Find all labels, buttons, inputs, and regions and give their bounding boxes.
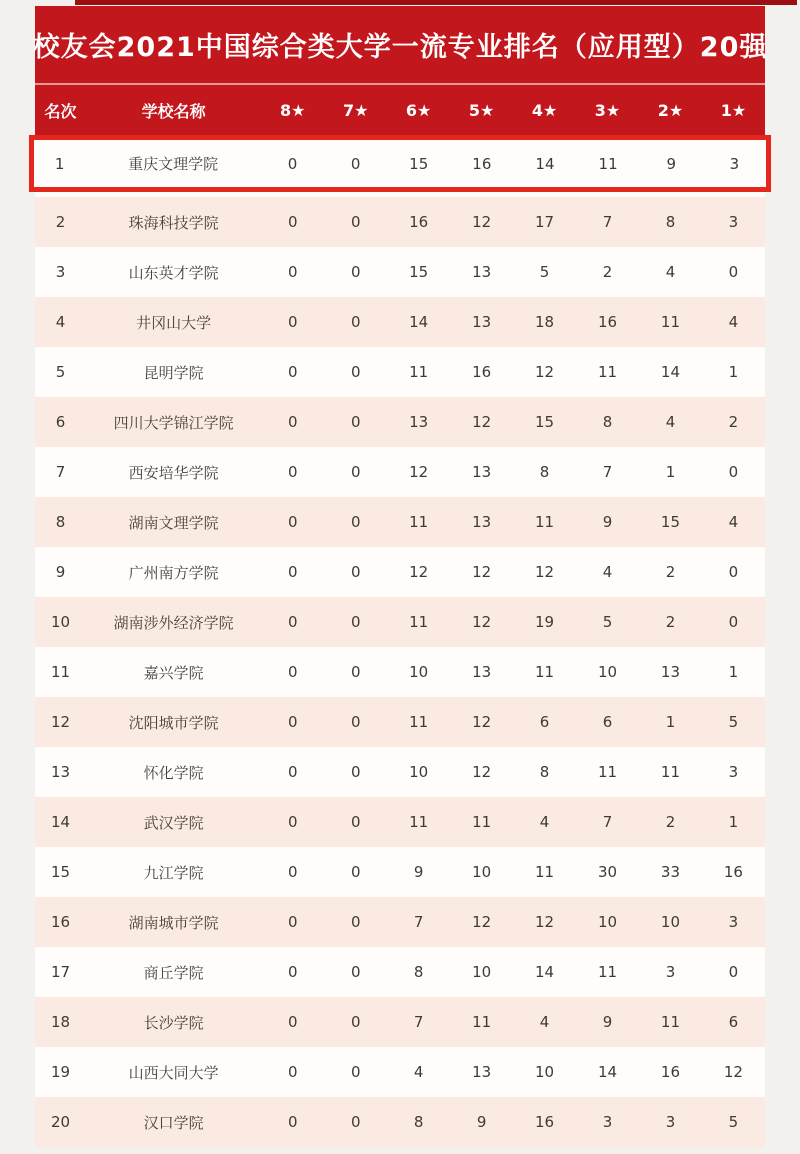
star-count-cell: 11 bbox=[597, 963, 618, 981]
star-count-cell: 16 bbox=[597, 313, 618, 331]
star-count-cell: 0 bbox=[287, 363, 298, 381]
school-name-cell: 九江学院 bbox=[143, 863, 204, 882]
star-count-cell: 7 bbox=[602, 813, 613, 831]
star-count-cell: 0 bbox=[350, 713, 361, 731]
page-title: 校友会2021中国综合类大学一流专业排名（应用型）20强 bbox=[32, 32, 768, 63]
school-name-cell: 珠海科技学院 bbox=[128, 213, 219, 232]
star-count-cell: 0 bbox=[350, 463, 361, 481]
star-count-cell: 0 bbox=[287, 313, 298, 331]
table-row bbox=[35, 697, 765, 747]
star-count-cell: 0 bbox=[350, 154, 361, 173]
star-count-cell: 7 bbox=[413, 1013, 424, 1031]
star-count-cell: 11 bbox=[535, 513, 555, 531]
table-row bbox=[35, 447, 765, 497]
star-count-cell: 0 bbox=[350, 963, 361, 981]
star-count-cell: 0 bbox=[728, 963, 739, 981]
star-count-cell: 2 bbox=[728, 413, 739, 431]
table-row bbox=[35, 897, 765, 947]
star-count-cell: 12 bbox=[535, 563, 555, 581]
star-count-cell: 0 bbox=[350, 1113, 361, 1131]
star-count-cell: 3 bbox=[602, 1113, 613, 1131]
star-count-cell: 11 bbox=[660, 1013, 681, 1031]
rank-cell: 17 bbox=[51, 963, 71, 981]
school-name-cell: 汉口学院 bbox=[143, 1113, 204, 1132]
star-count-cell: 2 bbox=[602, 263, 613, 281]
rank-cell: 15 bbox=[51, 863, 71, 881]
table-row bbox=[35, 197, 765, 247]
rank-cell: 8 bbox=[55, 513, 66, 531]
table-row bbox=[35, 797, 765, 847]
star-count-cell: 12 bbox=[723, 1063, 743, 1081]
school-name-cell: 武汉学院 bbox=[143, 813, 204, 832]
highlight-border bbox=[29, 135, 771, 192]
star-count-cell: 0 bbox=[287, 513, 298, 531]
star-count-cell: 8 bbox=[413, 1113, 424, 1131]
star-count-cell: 8 bbox=[602, 413, 613, 431]
star-count-cell: 10 bbox=[472, 963, 492, 981]
star-count-cell: 8 bbox=[665, 213, 676, 231]
title-bar bbox=[32, 6, 768, 85]
star-count-cell: 2 bbox=[665, 813, 676, 831]
star-count-cell: 19 bbox=[535, 613, 555, 631]
star-count-cell: 0 bbox=[350, 863, 361, 881]
star-count-cell: 14 bbox=[409, 313, 429, 331]
star-count-cell: 9 bbox=[666, 154, 676, 173]
star-count-cell: 3 bbox=[665, 963, 676, 981]
star-count-cell: 0 bbox=[287, 1113, 298, 1131]
star-count-cell: 0 bbox=[728, 463, 739, 481]
star-count-cell: 0 bbox=[728, 613, 739, 631]
table-row bbox=[35, 497, 765, 547]
star-count-cell: 10 bbox=[409, 663, 429, 681]
star-count-cell: 0 bbox=[287, 563, 298, 581]
rank-cell: 6 bbox=[55, 413, 66, 431]
star-count-cell: 13 bbox=[472, 313, 492, 331]
star-count-cell: 4 bbox=[413, 1063, 424, 1081]
star-count-cell: 0 bbox=[350, 363, 361, 381]
star-count-cell: 11 bbox=[598, 154, 618, 173]
star-count-cell: 12 bbox=[535, 363, 555, 381]
school-name-cell: 井冈山大学 bbox=[136, 313, 212, 332]
table-row bbox=[35, 297, 765, 347]
star-count-cell: 0 bbox=[287, 963, 298, 981]
star-count-cell: 16 bbox=[472, 154, 492, 173]
star-count-cell: 13 bbox=[472, 1063, 492, 1081]
star-count-cell: 2 bbox=[665, 563, 676, 581]
star-count-cell: 10 bbox=[535, 1063, 555, 1081]
rank-cell: 16 bbox=[51, 913, 71, 931]
star-count-cell: 0 bbox=[350, 613, 361, 631]
star-count-cell: 4 bbox=[539, 1013, 550, 1031]
star-count-cell: 1 bbox=[728, 363, 739, 381]
table-row bbox=[35, 347, 765, 397]
rank-cell: 2 bbox=[55, 213, 66, 231]
star-count-cell: 5 bbox=[728, 713, 739, 731]
table-row bbox=[35, 397, 765, 447]
star-count-cell: 10 bbox=[660, 913, 681, 931]
star-count-cell: 7 bbox=[602, 213, 613, 231]
rank-cell: 5 bbox=[55, 363, 66, 381]
star-count-cell: 0 bbox=[287, 1063, 298, 1081]
rank-cell: 12 bbox=[51, 713, 71, 731]
star-count-cell: 0 bbox=[287, 463, 298, 481]
star-count-cell: 17 bbox=[535, 213, 555, 231]
star-count-cell: 9 bbox=[413, 863, 424, 881]
column-header-star: 3★ bbox=[594, 100, 621, 120]
star-count-cell: 15 bbox=[535, 413, 555, 431]
column-header-star: 1★ bbox=[720, 100, 747, 120]
star-count-cell: 0 bbox=[350, 563, 361, 581]
star-count-cell: 0 bbox=[287, 213, 298, 231]
star-count-cell: 12 bbox=[472, 563, 492, 581]
table-row bbox=[35, 547, 765, 597]
star-count-cell: 0 bbox=[350, 763, 361, 781]
star-count-cell: 10 bbox=[472, 863, 492, 881]
star-count-cell: 13 bbox=[409, 413, 429, 431]
rank-cell: 18 bbox=[51, 1013, 71, 1031]
table-row bbox=[35, 1097, 765, 1147]
star-count-cell: 15 bbox=[409, 263, 429, 281]
star-count-cell: 11 bbox=[597, 363, 618, 381]
rank-cell: 14 bbox=[51, 813, 71, 831]
star-count-cell: 0 bbox=[350, 1063, 361, 1081]
star-count-cell: 0 bbox=[350, 413, 361, 431]
rank-cell: 13 bbox=[51, 763, 71, 781]
table-row bbox=[35, 597, 765, 647]
star-count-cell: 3 bbox=[728, 913, 739, 931]
rank-cell: 4 bbox=[55, 313, 66, 331]
table-row bbox=[35, 647, 765, 697]
star-count-cell: 0 bbox=[350, 513, 361, 531]
table-row bbox=[35, 747, 765, 797]
school-name-cell: 山西大同大学 bbox=[128, 1063, 219, 1082]
star-count-cell: 13 bbox=[472, 513, 492, 531]
ranking-card bbox=[32, 6, 768, 1147]
star-count-cell: 3 bbox=[665, 1113, 676, 1131]
column-header-star: 6★ bbox=[405, 100, 432, 120]
school-name-cell: 怀化学院 bbox=[143, 763, 204, 782]
star-count-cell: 14 bbox=[535, 154, 555, 173]
star-count-cell: 11 bbox=[660, 313, 681, 331]
star-count-cell: 13 bbox=[472, 663, 492, 681]
star-count-cell: 16 bbox=[660, 1063, 681, 1081]
column-header: 学校名称 bbox=[141, 101, 206, 121]
column-header-star: 5★ bbox=[468, 100, 495, 120]
star-count-cell: 3 bbox=[729, 154, 740, 173]
star-count-cell: 0 bbox=[350, 1013, 361, 1031]
star-count-cell: 9 bbox=[602, 513, 613, 531]
star-count-cell: 9 bbox=[476, 1113, 487, 1131]
star-count-cell: 6 bbox=[602, 713, 613, 731]
star-count-cell: 0 bbox=[350, 913, 361, 931]
column-header-star: 7★ bbox=[342, 100, 369, 120]
star-count-cell: 12 bbox=[409, 563, 429, 581]
rank-cell: 20 bbox=[51, 1113, 71, 1131]
star-count-cell: 7 bbox=[413, 913, 424, 931]
column-header-star: 8★ bbox=[280, 100, 306, 120]
star-count-cell: 0 bbox=[350, 313, 361, 331]
star-count-cell: 33 bbox=[660, 863, 681, 881]
star-count-cell: 14 bbox=[660, 363, 681, 381]
column-header: 名次 bbox=[44, 101, 77, 121]
star-count-cell: 4 bbox=[665, 263, 676, 281]
star-count-cell: 4 bbox=[539, 813, 550, 831]
table-row bbox=[35, 847, 765, 897]
rank-cell: 3 bbox=[55, 263, 66, 281]
star-count-cell: 6 bbox=[728, 1013, 739, 1031]
rank-cell: 7 bbox=[55, 463, 66, 481]
star-count-cell: 0 bbox=[287, 263, 298, 281]
rank-cell: 1 bbox=[54, 154, 65, 173]
star-count-cell: 0 bbox=[350, 263, 361, 281]
star-count-cell: 1 bbox=[728, 813, 739, 831]
school-name-cell: 广州南方学院 bbox=[128, 563, 219, 582]
star-count-cell: 11 bbox=[535, 663, 555, 681]
star-count-cell: 16 bbox=[409, 213, 429, 231]
star-count-cell: 4 bbox=[602, 563, 613, 581]
school-name-cell: 湖南城市学院 bbox=[128, 913, 219, 932]
star-count-cell: 11 bbox=[409, 713, 429, 731]
star-count-cell: 12 bbox=[472, 763, 492, 781]
table-body bbox=[35, 135, 765, 1147]
star-count-cell: 0 bbox=[350, 213, 361, 231]
star-count-cell: 11 bbox=[409, 513, 429, 531]
school-name-cell: 嘉兴学院 bbox=[143, 663, 204, 682]
star-count-cell: 12 bbox=[472, 213, 492, 231]
star-count-cell: 8 bbox=[539, 463, 550, 481]
star-count-cell: 1 bbox=[728, 663, 739, 681]
school-name-cell: 西安培华学院 bbox=[128, 463, 219, 482]
star-count-cell: 14 bbox=[597, 1063, 618, 1081]
star-count-cell: 3 bbox=[728, 213, 739, 231]
school-name-cell: 湖南文理学院 bbox=[128, 513, 219, 532]
header-row bbox=[35, 85, 765, 135]
star-count-cell: 0 bbox=[287, 613, 298, 631]
star-count-cell: 11 bbox=[597, 763, 618, 781]
star-count-cell: 6 bbox=[539, 713, 550, 731]
star-count-cell: 0 bbox=[728, 563, 739, 581]
school-name-cell: 湖南涉外经济学院 bbox=[113, 613, 234, 632]
star-count-cell: 5 bbox=[728, 1113, 739, 1131]
star-count-cell: 0 bbox=[350, 813, 361, 831]
star-count-cell: 0 bbox=[287, 154, 298, 173]
star-count-cell: 30 bbox=[597, 863, 618, 881]
column-header-star: 2★ bbox=[657, 100, 684, 120]
table-row bbox=[35, 947, 765, 997]
table-row bbox=[34, 140, 766, 187]
star-count-cell: 11 bbox=[409, 363, 429, 381]
table-row bbox=[35, 997, 765, 1047]
star-count-cell: 8 bbox=[539, 763, 550, 781]
star-count-cell: 13 bbox=[472, 463, 492, 481]
star-count-cell: 5 bbox=[539, 263, 550, 281]
rank-cell: 9 bbox=[55, 563, 66, 581]
star-count-cell: 13 bbox=[472, 263, 492, 281]
star-count-cell: 12 bbox=[409, 463, 429, 481]
table-header-card bbox=[32, 6, 768, 135]
column-header-star: 4★ bbox=[531, 100, 558, 120]
star-count-cell: 11 bbox=[472, 1013, 492, 1031]
star-count-cell: 0 bbox=[287, 663, 298, 681]
star-count-cell: 0 bbox=[287, 913, 298, 931]
star-count-cell: 12 bbox=[472, 413, 492, 431]
star-count-cell: 0 bbox=[287, 713, 298, 731]
star-count-cell: 1 bbox=[665, 713, 676, 731]
star-count-cell: 14 bbox=[535, 963, 555, 981]
star-count-cell: 11 bbox=[660, 763, 681, 781]
star-count-cell: 4 bbox=[665, 413, 676, 431]
star-count-cell: 7 bbox=[602, 463, 613, 481]
star-count-cell: 16 bbox=[535, 1113, 555, 1131]
star-count-cell: 4 bbox=[728, 513, 739, 531]
school-name-cell: 昆明学院 bbox=[143, 363, 204, 382]
star-count-cell: 12 bbox=[472, 713, 492, 731]
table-row bbox=[35, 247, 765, 297]
star-count-cell: 15 bbox=[660, 513, 681, 531]
star-count-cell: 0 bbox=[287, 763, 298, 781]
star-count-cell: 3 bbox=[728, 763, 739, 781]
table-row bbox=[35, 1047, 765, 1097]
star-count-cell: 16 bbox=[723, 863, 743, 881]
star-count-cell: 8 bbox=[413, 963, 424, 981]
rank-cell: 11 bbox=[51, 663, 71, 681]
school-name-cell: 山东英才学院 bbox=[128, 263, 219, 282]
school-name-cell: 四川大学锦江学院 bbox=[113, 413, 234, 432]
star-count-cell: 0 bbox=[287, 863, 298, 881]
star-count-cell: 18 bbox=[535, 313, 555, 331]
star-count-cell: 15 bbox=[409, 154, 429, 173]
star-count-cell: 1 bbox=[665, 463, 676, 481]
star-count-cell: 12 bbox=[535, 913, 555, 931]
school-name-cell: 长沙学院 bbox=[143, 1013, 204, 1032]
star-count-cell: 13 bbox=[660, 663, 681, 681]
star-count-cell: 4 bbox=[728, 313, 739, 331]
rank-cell: 10 bbox=[51, 613, 71, 631]
star-count-cell: 9 bbox=[602, 1013, 613, 1031]
star-count-cell: 0 bbox=[350, 663, 361, 681]
star-count-cell: 0 bbox=[287, 413, 298, 431]
star-count-cell: 10 bbox=[597, 913, 618, 931]
rank-cell: 19 bbox=[51, 1063, 71, 1081]
star-count-cell: 11 bbox=[409, 613, 429, 631]
star-count-cell: 0 bbox=[728, 263, 739, 281]
star-count-cell: 0 bbox=[287, 813, 298, 831]
star-count-cell: 12 bbox=[472, 613, 492, 631]
star-count-cell: 11 bbox=[535, 863, 555, 881]
top-accent-strip bbox=[75, 0, 797, 5]
star-count-cell: 16 bbox=[472, 363, 492, 381]
star-count-cell: 11 bbox=[409, 813, 429, 831]
star-count-cell: 5 bbox=[602, 613, 613, 631]
star-count-cell: 12 bbox=[472, 913, 492, 931]
school-name-cell: 沈阳城市学院 bbox=[128, 713, 219, 732]
star-count-cell: 10 bbox=[409, 763, 429, 781]
star-count-cell: 10 bbox=[597, 663, 618, 681]
star-count-cell: 2 bbox=[665, 613, 676, 631]
star-count-cell: 0 bbox=[287, 1013, 298, 1031]
school-name-cell: 商丘学院 bbox=[143, 963, 204, 982]
star-count-cell: 11 bbox=[472, 813, 492, 831]
school-name-cell: 重庆文理学院 bbox=[128, 155, 219, 173]
